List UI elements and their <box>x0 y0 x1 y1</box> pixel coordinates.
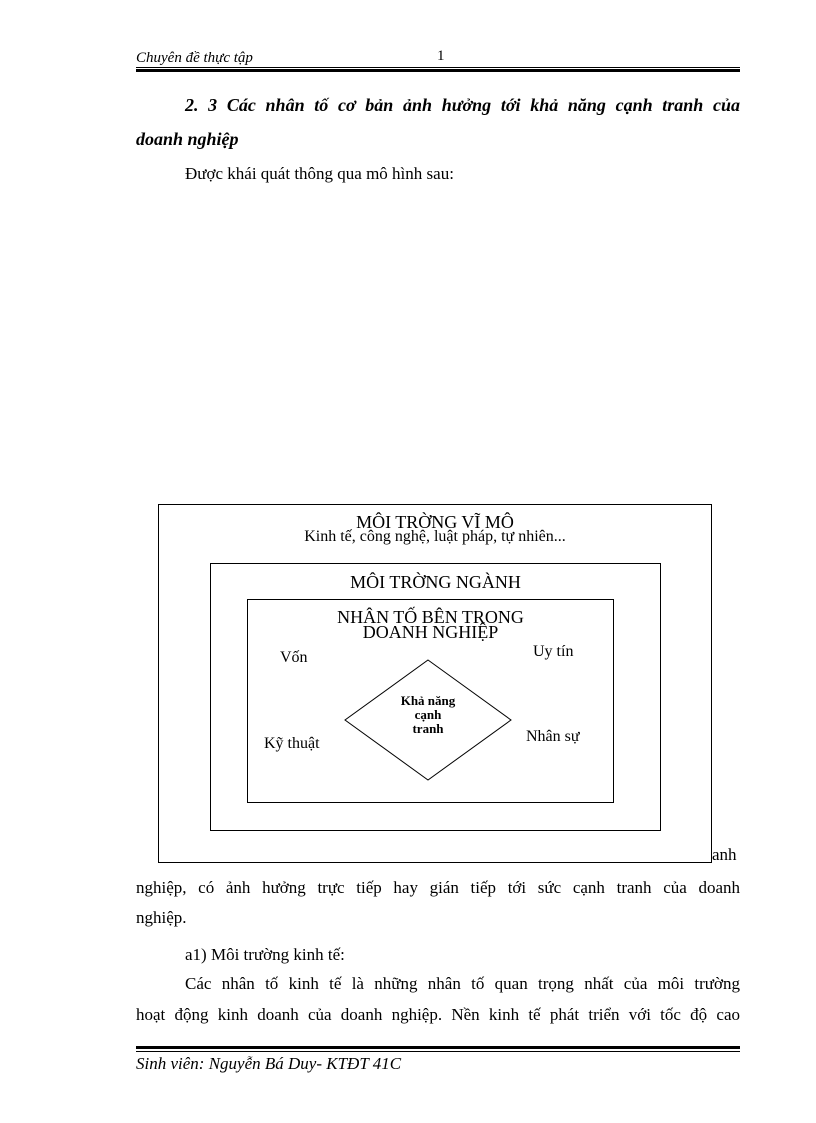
section-heading-line2: doanh nghiệp <box>136 129 239 149</box>
footer-rule-thick <box>136 1046 740 1049</box>
footer-rule-thin <box>136 1051 740 1052</box>
core-label-line1: Khả năng <box>400 693 456 708</box>
body-line1: nghiệp, có ảnh hưởng trực tiếp hay gián tiếp tới sức cạnh tranh của doanh <box>136 878 740 897</box>
body-line4: hoạt động kinh doanh của doanh nghiệp. Nền kinh tế phát triển với tốc độ cao <box>136 1005 740 1024</box>
internal-factors-title-line2: DOANH NGHIỆP <box>362 622 499 642</box>
subsection-heading: a1) Môi trường kinh tế: <box>185 945 345 964</box>
header-rule-thin <box>136 67 740 68</box>
section-heading-line1: 2. 3 Các nhân tố cơ bản ảnh hưởng tới khả năng cạnh tranh của <box>185 95 740 115</box>
macro-environment-title: MÔI TRỜNG VĨ MÔ <box>356 512 514 532</box>
factor-technology: Kỹ thuật <box>264 735 320 752</box>
factor-reputation: Uy tín <box>533 643 574 660</box>
body-line3: Các nhân tố kinh tế là những nhân tố quan trọng nhất của môi trường <box>185 974 740 993</box>
overlap-fragment: anh <box>712 845 737 864</box>
header-title: Chuyên đề thực tập <box>136 50 253 66</box>
core-label-line2: cạnh <box>414 707 442 722</box>
macro-environment-subtitle: Kinh tế, công nghệ, luật pháp, tự nhiên... <box>304 528 566 545</box>
core-label-line3: tranh <box>412 721 444 736</box>
industry-environment-title: MÔI TRỜNG NGÀNH <box>350 572 521 592</box>
page-number: 1 <box>437 48 445 64</box>
factor-personnel: Nhân sự <box>526 728 580 745</box>
footer-author: Sinh viên: Nguyễn Bá Duy- KTĐT 41C <box>136 1054 402 1073</box>
body-line2: nghiệp. <box>136 908 187 927</box>
header-rule-thick <box>136 69 740 72</box>
intro-text: Được khái quát thông qua mô hình sau: <box>185 164 454 183</box>
factor-capital: Vốn <box>280 649 308 666</box>
internal-factors-title-line1: NHÂN TỐ BÊN TRONG <box>337 607 524 627</box>
